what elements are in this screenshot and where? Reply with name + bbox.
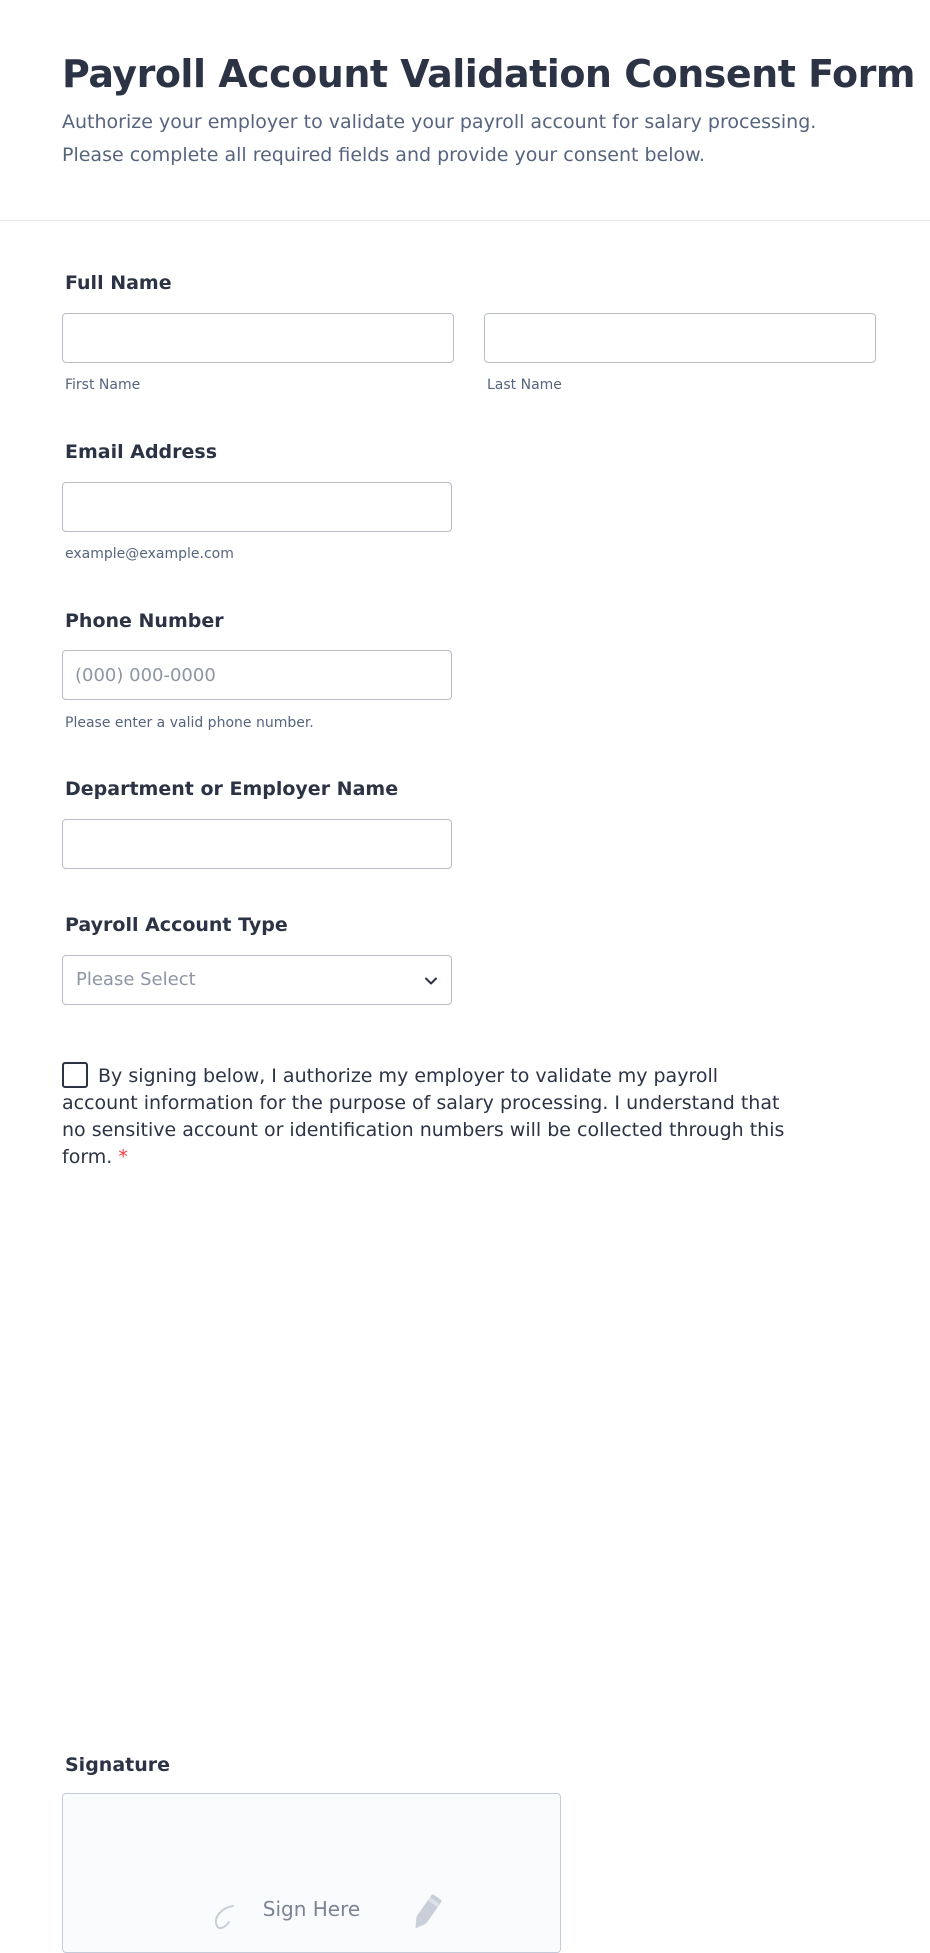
consent-text: By signing below, I authorize my employer to validate my payroll account information for the purpose of salary processing. I understand that no sensitive account or identification numbers will be collected through this form. [62, 1065, 785, 1168]
account-type-select[interactable] [62, 955, 452, 1005]
signature-pad[interactable] [62, 1793, 561, 1953]
sign-here-prompt: Sign Here [262, 1897, 361, 1921]
first-name-sublabel: First Name [65, 377, 141, 393]
phone-label: Phone Number [65, 610, 224, 632]
consent-block [62, 1062, 792, 1171]
email-label: Email Address [65, 441, 218, 463]
account-type-label: Payroll Account Type [65, 914, 288, 936]
full-name-label: Full Name [65, 272, 172, 294]
signature-label: Signature [65, 1754, 171, 1776]
department-label: Department or Employer Name [65, 778, 399, 800]
required-marker: * [118, 1146, 128, 1168]
pen-icon [403, 1888, 451, 1936]
chevron-down-icon [423, 973, 439, 989]
account-type-selected-value: Please Select [76, 969, 196, 990]
email-field[interactable] [62, 482, 452, 532]
phone-sublabel: Please enter a valid phone number. [65, 715, 314, 731]
first-name-input[interactable] [62, 313, 454, 363]
page-subtitle: Authorize your employer to validate your payroll account for salary processing. Please complete all required fields and provide your consent below. [62, 111, 817, 166]
department-input[interactable] [62, 819, 452, 869]
page-title: Payroll Account Validation Consent Form [62, 52, 915, 96]
last-name-input[interactable] [484, 313, 876, 363]
consent-checkbox[interactable] [62, 1062, 88, 1088]
phone-input[interactable] [62, 650, 452, 700]
last-name-sublabel: Last Name [487, 377, 562, 393]
form-header [0, 0, 930, 221]
email-sublabel: example@example.com [65, 546, 234, 562]
